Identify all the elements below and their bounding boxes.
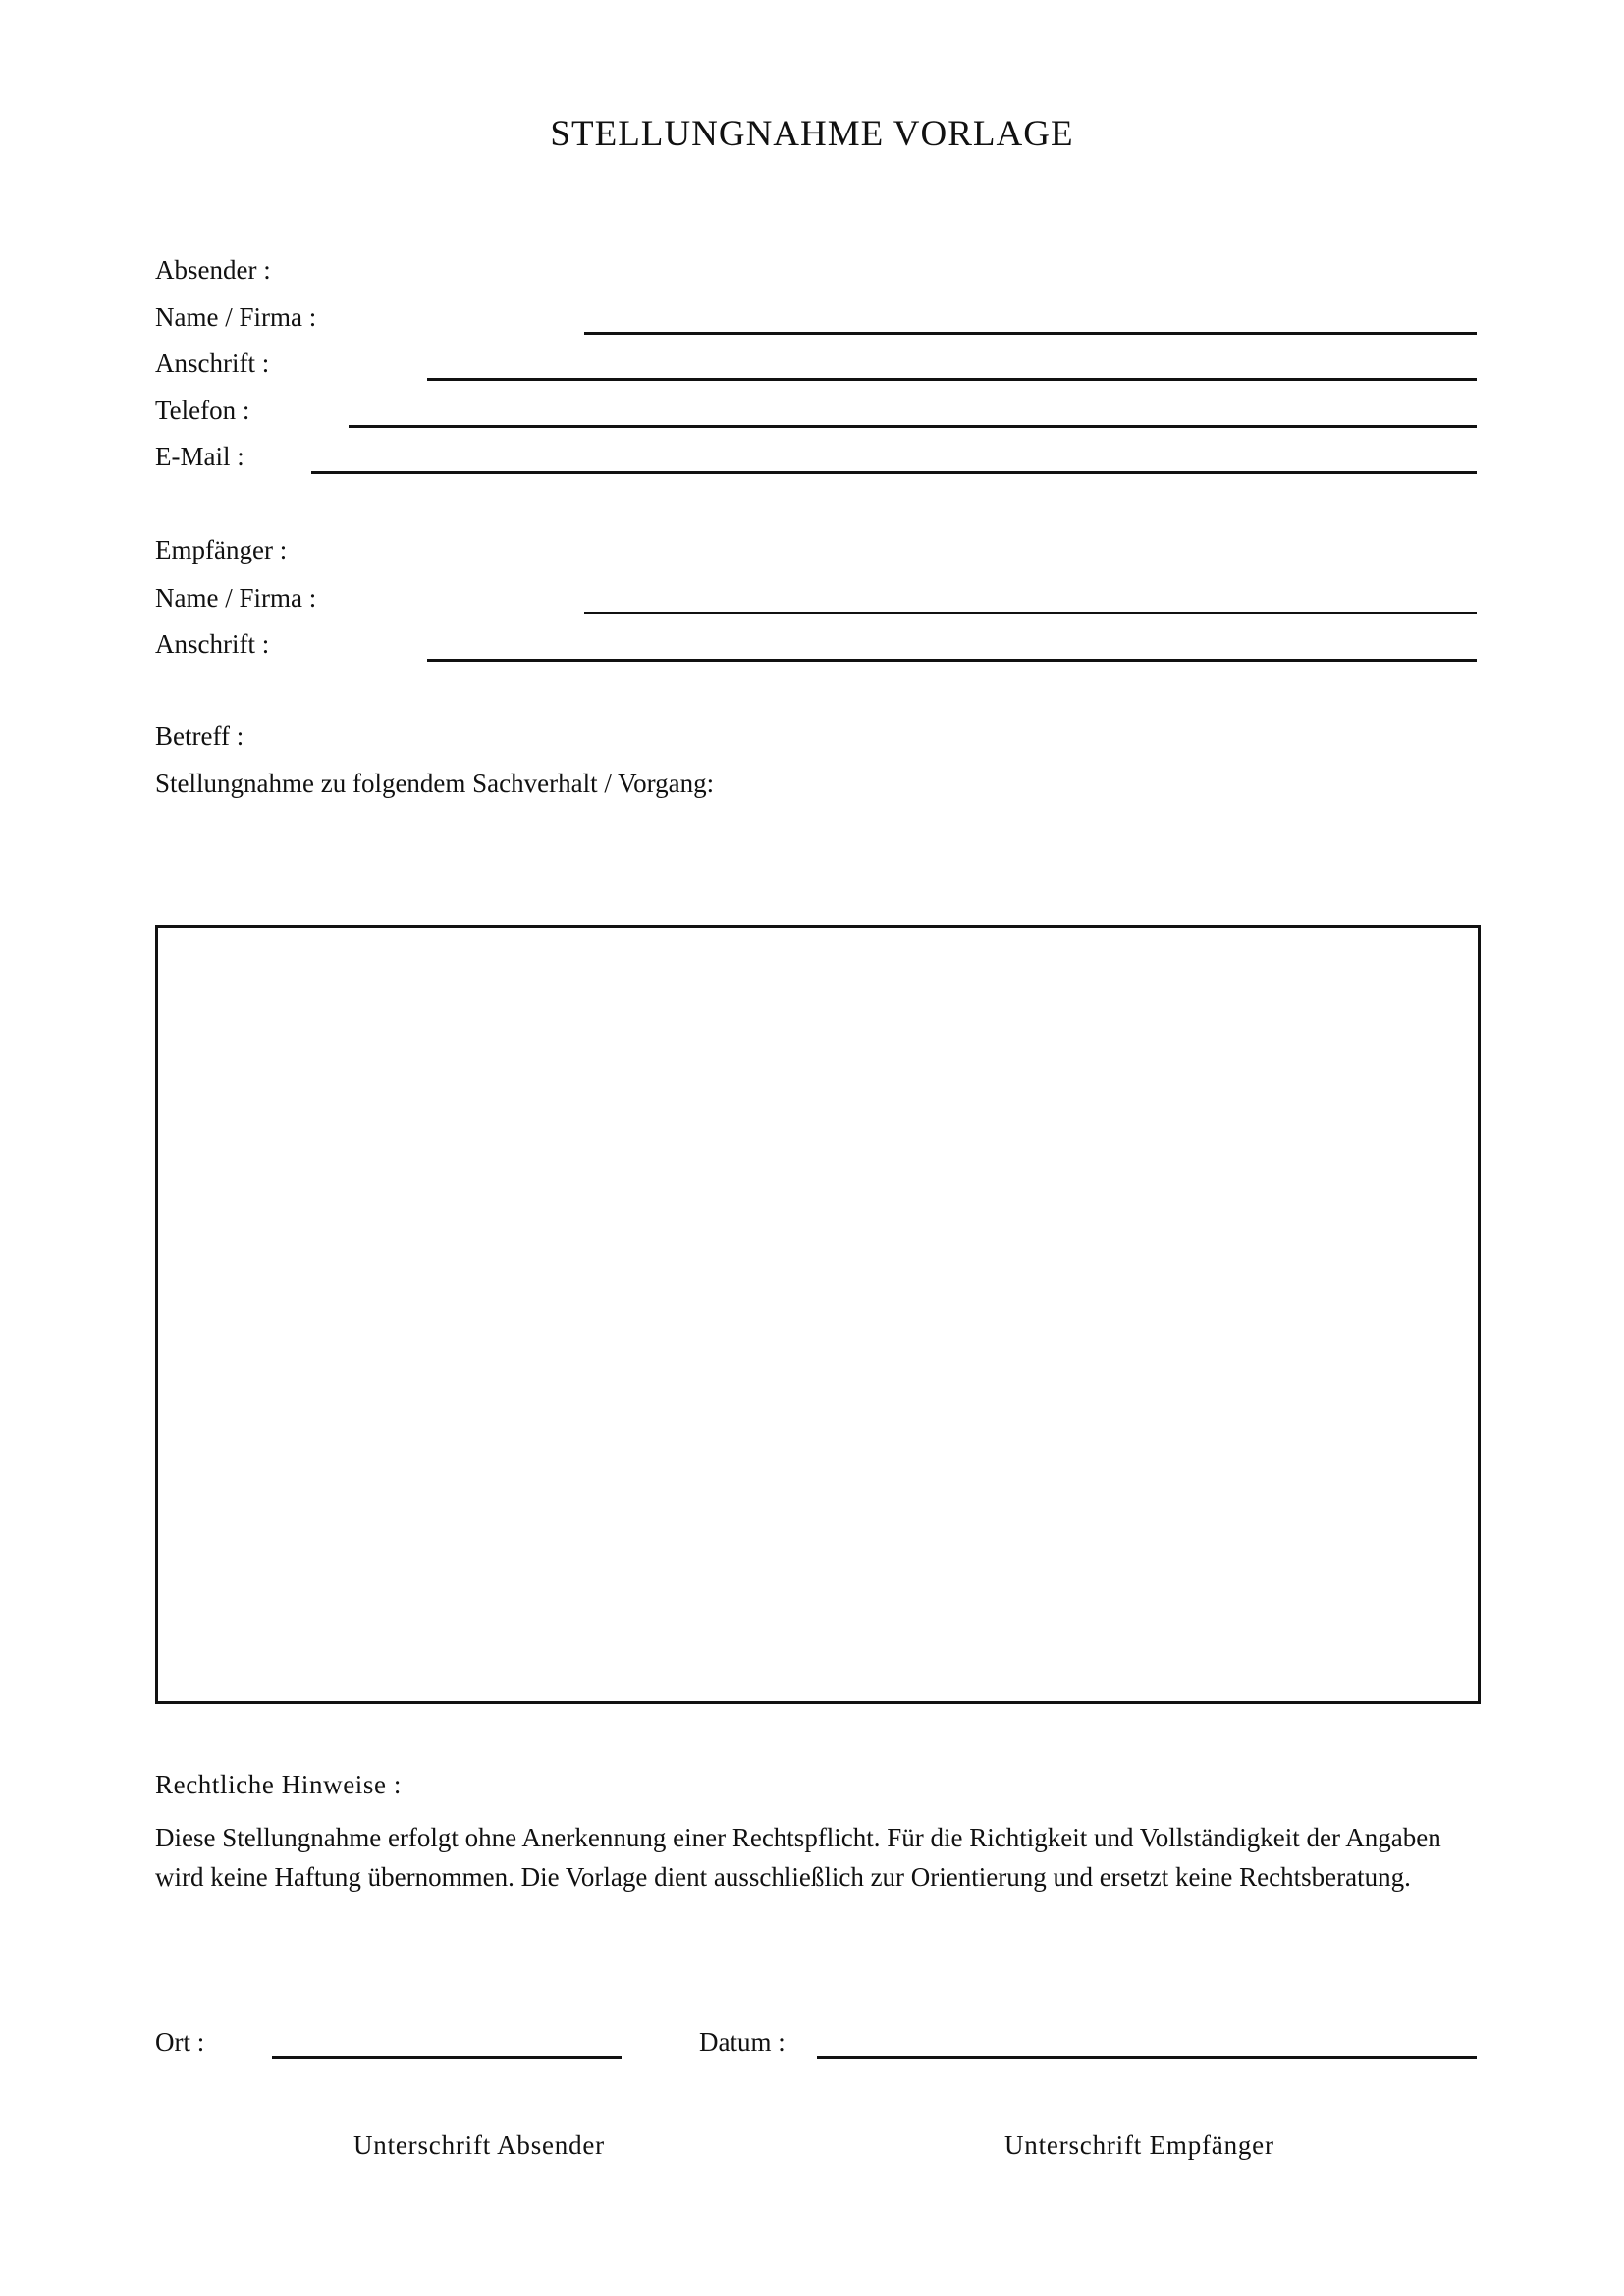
- subject-prompt: Stellungnahme zu folgendem Sachverhalt / Vorgang:: [155, 769, 715, 798]
- sender-name-field[interactable]: [584, 332, 1477, 335]
- sender-address-field[interactable]: [427, 378, 1477, 381]
- sender-email-label: E-Mail :: [155, 442, 244, 471]
- recipient-address-label: Anschrift :: [155, 629, 270, 659]
- sender-phone-field[interactable]: [349, 425, 1477, 428]
- sender-address-label: Anschrift :: [155, 348, 270, 378]
- place-field[interactable]: [272, 2056, 622, 2059]
- page-title: STELLUNGNAHME VORLAGE: [550, 114, 1074, 154]
- sender-name-label: Name / Firma :: [155, 302, 317, 332]
- subject-heading: Betreff :: [155, 721, 244, 751]
- date-field[interactable]: [817, 2056, 1477, 2059]
- sender-email-field[interactable]: [311, 471, 1477, 474]
- recipient-heading: Empfänger :: [155, 535, 288, 564]
- recipient-signature-label: Unterschrift Empfänger: [1004, 2130, 1274, 2160]
- sender-phone-label: Telefon :: [155, 396, 250, 425]
- sender-signature-label: Unterschrift Absender: [353, 2130, 605, 2160]
- recipient-name-field[interactable]: [584, 612, 1477, 614]
- recipient-address-field[interactable]: [427, 659, 1477, 662]
- legal-notice-text: Diese Stellungnahme erfolgt ohne Anerkennung einer Rechtspflicht. Für die Richtigkeit und Vollständigkeit der Angaben wird keine Haftung übernommen. Die Vorlage dient ausschließlich zur Orientierung und ersetzt keine Rechtsberatung.: [155, 1823, 1441, 1892]
- sender-heading: Absender :: [155, 255, 271, 285]
- place-label: Ort :: [155, 2027, 205, 2056]
- legal-notice-heading: Rechtliche Hinweise :: [155, 1770, 403, 1799]
- statement-text-area[interactable]: [155, 925, 1481, 1704]
- recipient-name-label: Name / Firma :: [155, 583, 317, 613]
- date-label: Datum :: [699, 2027, 785, 2056]
